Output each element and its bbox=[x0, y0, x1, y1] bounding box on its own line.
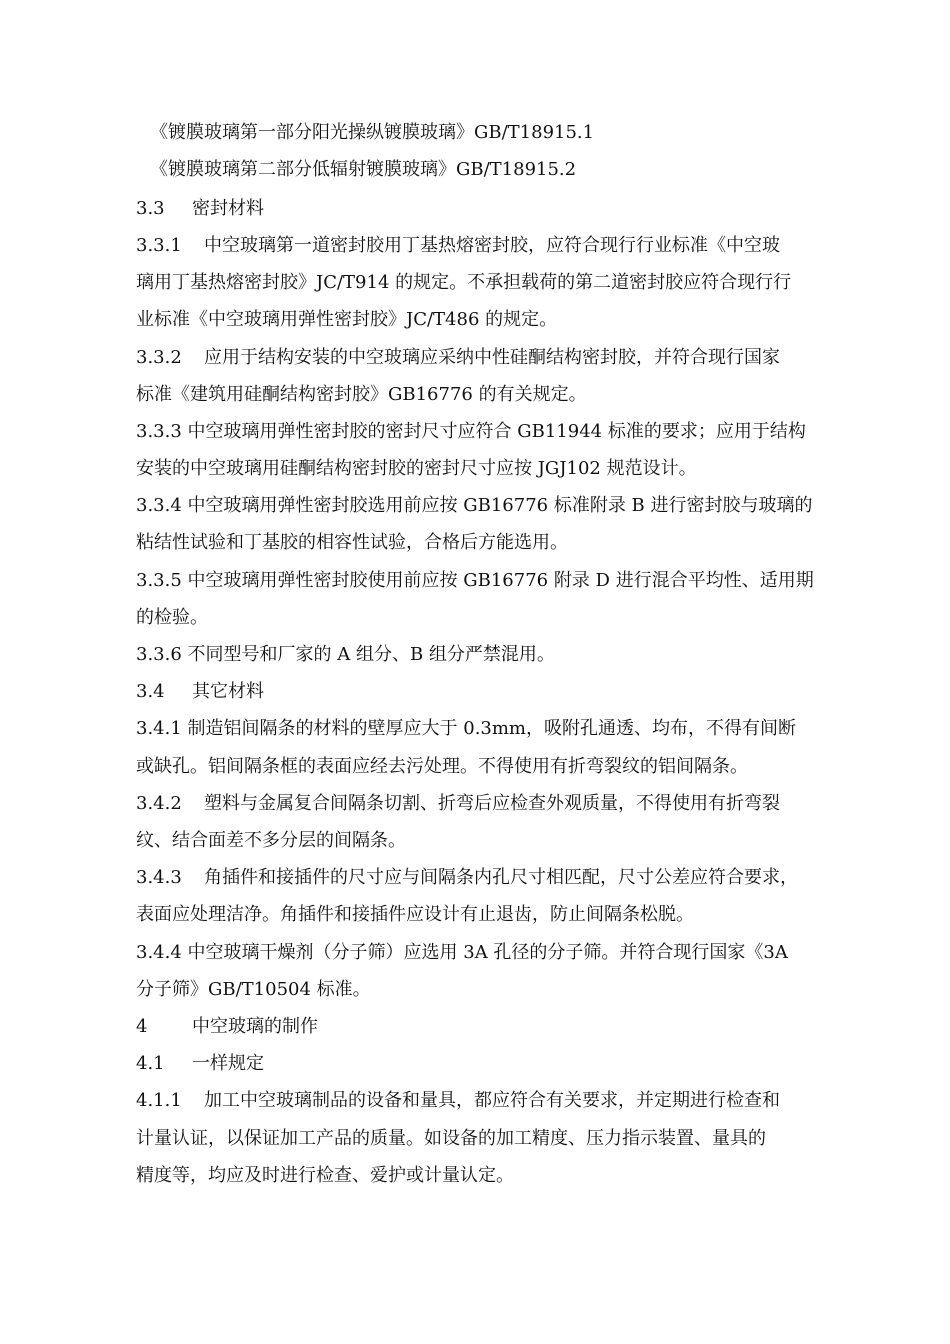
paragraph-line: 标准《建筑用硅酮结构密封胶》GB16776 的有关规定。 bbox=[136, 384, 587, 405]
paragraph-line: 3.3.4 中空玻璃用弹性密封胶选用前应按 GB16776 标准附录 B 进行密封胶与玻璃的 bbox=[136, 495, 813, 516]
chapter-heading: 中空玻璃的制作 bbox=[192, 1016, 318, 1037]
reference-line: 《镀膜玻璃第二部分低辐射镀膜玻璃》GB/T18915.2 bbox=[150, 159, 577, 180]
clause-number: 3.3.1 bbox=[136, 235, 182, 256]
paragraph-line: 加工中空玻璃制品的设备和量具，都应符合有关要求，并定期进行检查和 bbox=[204, 1090, 780, 1111]
paragraph-line: 业标准《中空玻璃用弹性密封胶》JC/T486 的规定。 bbox=[136, 309, 558, 330]
paragraph-line: 角插件和接插件的尺寸应与间隔条内孔尺寸相匹配，尺寸公差应符合要求， bbox=[204, 867, 798, 888]
paragraph-line: 纹、结合面差不多分层的间隔条。 bbox=[136, 830, 406, 851]
paragraph-line: 应用于结构安装的中空玻璃应采纳中性硅酮结构密封胶，并符合现行国家 bbox=[204, 347, 780, 368]
reference-line: 《镀膜玻璃第一部分阳光操纵镀膜玻璃》GB/T18915.1 bbox=[150, 122, 595, 143]
clause-number: 3.4.2 bbox=[136, 793, 182, 814]
paragraph-line: 或缺孔。铝间隔条框的表面应经去污处理。不得使用有折弯裂纹的铝间隔条。 bbox=[136, 756, 748, 777]
paragraph-line: 璃用丁基热熔密封胶》JC/T914 的规定。不承担载荷的第二道密封胶应符合现行行 bbox=[136, 272, 792, 293]
paragraph-line: 3.4.4 中空玻璃干燥剂（分子筛）应选用 3A 孔径的分子筛。并符合现行国家《3A bbox=[136, 942, 788, 963]
paragraph-line: 表面应处理洁净。角插件和接插件应设计有止退齿，防止间隔条松脱。 bbox=[136, 904, 694, 925]
section-heading: 密封材料 bbox=[192, 198, 264, 219]
paragraph-line: 计量认证，以保证加工产品的质量。如设备的加工精度、压力指示装置、量具的 bbox=[136, 1128, 766, 1149]
chapter-number: 4 bbox=[136, 1016, 148, 1037]
paragraph-line: 粘结性试验和丁基胶的相容性试验，合格后方能选用。 bbox=[136, 532, 568, 553]
paragraph-line: 塑料与金属复合间隔条切割、折弯后应检查外观质量，不得使用有折弯裂 bbox=[204, 793, 780, 814]
paragraph-line: 3.3.3 中空玻璃用弹性密封胶的密封尺寸应符合 GB11944 标准的要求；应用于结构 bbox=[136, 421, 806, 442]
clause-number: 3.3.2 bbox=[136, 347, 182, 368]
section-number: 4.1 bbox=[136, 1053, 165, 1074]
clause-number: 4.1.1 bbox=[136, 1090, 182, 1111]
paragraph-line: 中空玻璃第一道密封胶用丁基热熔密封胶，应符合现行行业标准《中空玻 bbox=[204, 235, 780, 256]
paragraph-line: 3.3.6 不同型号和厂家的 A 组分、B 组分严禁混用。 bbox=[136, 644, 555, 665]
paragraph-line: 的检验。 bbox=[136, 607, 208, 628]
paragraph-line: 安装的中空玻璃用硅酮结构密封胶的密封尺寸应按 JGJ102 规范设计。 bbox=[136, 458, 697, 479]
paragraph-line: 3.4.1 制造铝间隔条的材料的壁厚应大于 0.3mm，吸附孔通透、均布，不得有间断 bbox=[136, 718, 797, 739]
clause-number: 3.4.3 bbox=[136, 867, 182, 888]
section-heading: 一样规定 bbox=[192, 1053, 264, 1074]
paragraph-line: 分子筛》GB/T10504 标准。 bbox=[136, 979, 371, 1000]
paragraph-line: 3.3.5 中空玻璃用弹性密封胶使用前应按 GB16776 附录 D 进行混合平均性、适用期 bbox=[136, 570, 814, 591]
section-number: 3.3 bbox=[136, 198, 165, 219]
section-heading: 其它材料 bbox=[192, 681, 264, 702]
section-number: 3.4 bbox=[136, 681, 165, 702]
paragraph-line: 精度等，均应及时进行检查、爱护或计量认定。 bbox=[136, 1165, 514, 1186]
